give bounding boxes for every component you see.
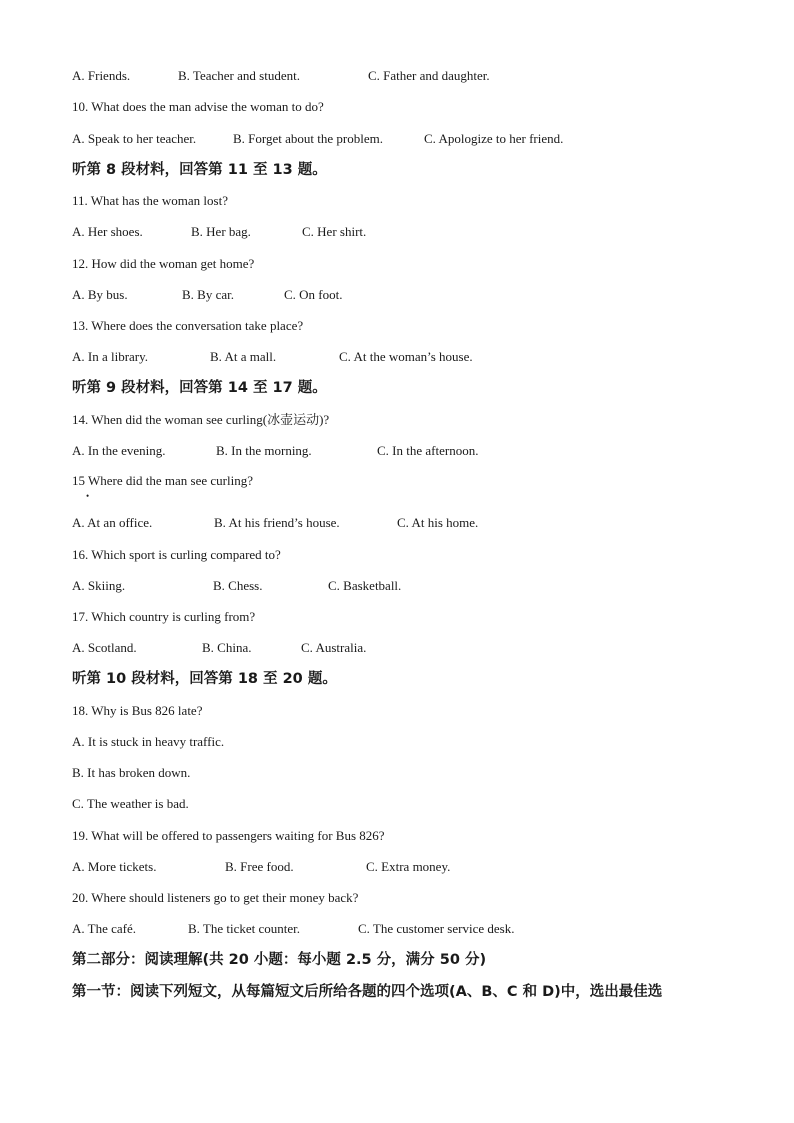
q19-question: 19. What will be offered to passengers waiting for Bus 826? <box>72 828 385 843</box>
q13-question: 13. Where does the conversation take place? <box>72 318 304 333</box>
q14-option-b: B. In the morning. <box>216 443 312 458</box>
section10-heading: 听第 10 段材料，回答第 18 至 20 题。 <box>72 671 337 687</box>
q15-option-a: A. At an office. <box>72 515 153 530</box>
q19-option-a: A. More tickets. <box>72 859 157 874</box>
q9-option-a: A. Friends. <box>72 68 131 83</box>
q16-option-a: A. Skiing. <box>72 578 126 593</box>
q17-question: 17. Which country is curling from? <box>72 609 256 624</box>
q17-option-b: B. China. <box>202 640 252 655</box>
q20-question: 20. Where should listeners go to get their money back? <box>72 890 359 905</box>
q16-question: 16. Which sport is curling compared to? <box>72 547 281 562</box>
q18-option-c: C. The weather is bad. <box>72 796 189 811</box>
q9-option-b: B. Teacher and student. <box>178 68 300 83</box>
q13-option-a: A. In a library. <box>72 349 149 364</box>
q10-option-c: C. Apologize to her friend. <box>424 131 564 146</box>
q20-option-a: A. The café. <box>72 921 137 936</box>
q15-option-c: C. At his home. <box>397 515 479 530</box>
q13-option-c: C. At the woman’s house. <box>339 349 473 364</box>
q10-option-b: B. Forget about the problem. <box>233 131 383 146</box>
q10-question: 10. What does the man advise the woman to do? <box>72 99 324 114</box>
q18-option-b: B. It has broken down. <box>72 765 191 780</box>
q11-option-c: C. Her shirt. <box>302 224 367 239</box>
part2-section1-instructions: 第一节：阅读下列短文，从每篇短文后所给各题的四个选项(A、B、C 和 D)中，选出最佳选 <box>72 984 663 1000</box>
q14-option-a: A. In the evening. <box>72 443 166 458</box>
stray-mark: • <box>86 491 90 501</box>
q20-option-b: B. The ticket counter. <box>188 921 301 936</box>
q15-question: 15 Where did the man see curling? <box>72 473 253 488</box>
q11-option-b: B. Her bag. <box>191 224 251 239</box>
q11-question: 11. What has the woman lost? <box>72 193 228 208</box>
q13-option-b: B. At a mall. <box>210 349 277 364</box>
q18-option-a: A. It is stuck in heavy traffic. <box>72 734 225 749</box>
q12-option-c: C. On foot. <box>284 287 343 302</box>
q12-option-b: B. By car. <box>182 287 234 302</box>
q16-option-b: B. Chess. <box>213 578 263 593</box>
part2-heading: 第二部分：阅读理解(共 20 小题：每小题 2.5 分，满分 50 分) <box>72 952 487 968</box>
q12-question: 12. How did the woman get home? <box>72 256 255 271</box>
q18-question: 18. Why is Bus 826 late? <box>72 703 203 718</box>
q15-option-b: B. At his friend’s house. <box>214 515 340 530</box>
q9-option-c: C. Father and daughter. <box>368 68 490 83</box>
q11-option-a: A. Her shoes. <box>72 224 143 239</box>
q12-option-a: A. By bus. <box>72 287 128 302</box>
q19-option-c: C. Extra money. <box>366 859 451 874</box>
q14-question: 14. When did the woman see curling(冰壶运动)? <box>72 412 330 427</box>
q20-option-c: C. The customer service desk. <box>358 921 515 936</box>
q19-option-b: B. Free food. <box>225 859 294 874</box>
q14-option-c: C. In the afternoon. <box>377 443 479 458</box>
q10-option-a: A. Speak to her teacher. <box>72 131 197 146</box>
section8-heading: 听第 8 段材料，回答第 11 至 13 题。 <box>72 162 327 178</box>
q16-option-c: C. Basketball. <box>328 578 402 593</box>
section9-heading: 听第 9 段材料，回答第 14 至 17 题。 <box>72 380 327 396</box>
q17-option-c: C. Australia. <box>301 640 367 655</box>
q17-option-a: A. Scotland. <box>72 640 137 655</box>
